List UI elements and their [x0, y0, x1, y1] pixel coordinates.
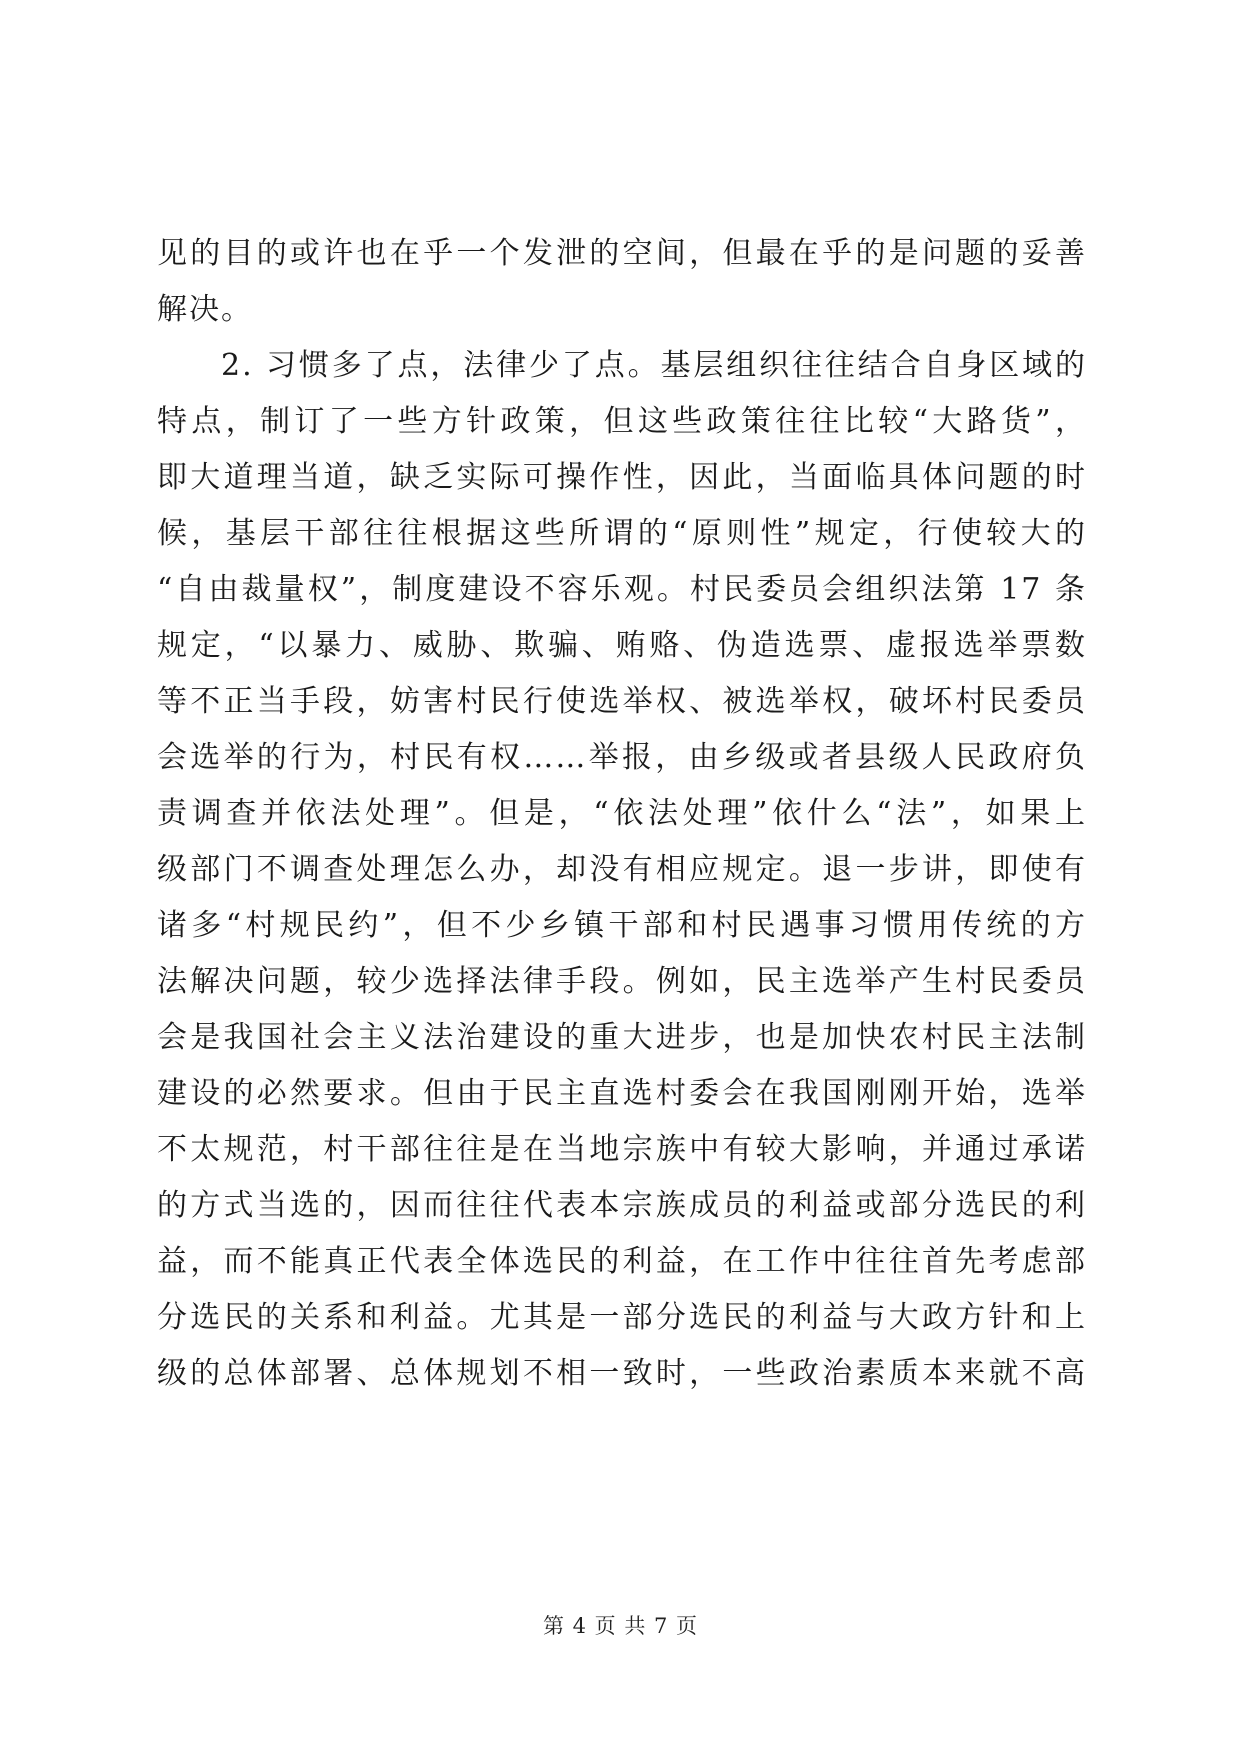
text-line: 级的总体部署、总体规划不相一致时，一些政治素质本来就不高	[157, 1356, 1087, 1391]
text-line: 候，基层干部往往根据这些所谓的“原则性”规定，行使较大的	[157, 516, 1087, 551]
text-line: 的方式当选的，因而往往代表本宗族成员的利益或部分选民的利	[157, 1188, 1087, 1223]
text-line: 益，而不能真正代表全体选民的利益，在工作中往往首先考虑部	[157, 1244, 1087, 1279]
text-line: 即大道理当道，缺乏实际可操作性，因此，当面临具体问题的时	[157, 460, 1087, 495]
text-line: 会是我国社会主义法治建设的重大进步，也是加快农村民主法制	[157, 1020, 1087, 1055]
text-line: 见的目的或许也在乎一个发泄的空间，但最在乎的是问题的妥善	[157, 236, 1087, 271]
page-number-footer: 第 4 页 共 7 页	[542, 1614, 699, 1638]
text-line: 不太规范，村干部往往是在当地宗族中有较大影响，并通过承诺	[157, 1132, 1087, 1167]
text-line: 解决。	[157, 292, 253, 327]
text-line: 责调查并依法处理”。但是，“依法处理”依什么“法”，如果上	[157, 796, 1087, 831]
text-line: 诸多“村规民约”，但不少乡镇干部和村民遇事习惯用传统的方	[157, 908, 1087, 943]
text-line: 建设的必然要求。但由于民主直选村委会在我国刚刚开始，选举	[157, 1076, 1087, 1111]
text-line: 法解决问题，较少选择法律手段。例如，民主选举产生村民委员	[157, 964, 1087, 999]
text-line: 级部门不调查处理怎么办，却没有相应规定。退一步讲，即使有	[157, 852, 1087, 887]
text-line: 分选民的关系和利益。尤其是一部分选民的利益与大政方针和上	[157, 1300, 1087, 1335]
text-line: 特点，制订了一些方针政策，但这些政策往往比较“大路货”，	[157, 404, 1087, 439]
text-line: 规定，“以暴力、威胁、欺骗、贿赂、伪造选票、虚报选举票数	[157, 628, 1087, 663]
text-line: 会选举的行为，村民有权……举报，由乡级或者县级人民政府负	[157, 740, 1087, 775]
text-line: 等不正当手段，妨害村民行使选举权、被选举权，破坏村民委员	[157, 684, 1087, 719]
text-line: 2. 习惯多了点，法律少了点。基层组织往往结合自身区域的	[221, 348, 1087, 383]
body-text	[157, 226, 1087, 1402]
text-line: “自由裁量权”，制度建设不容乐观。村民委员会组织法第 17 条	[157, 572, 1087, 607]
